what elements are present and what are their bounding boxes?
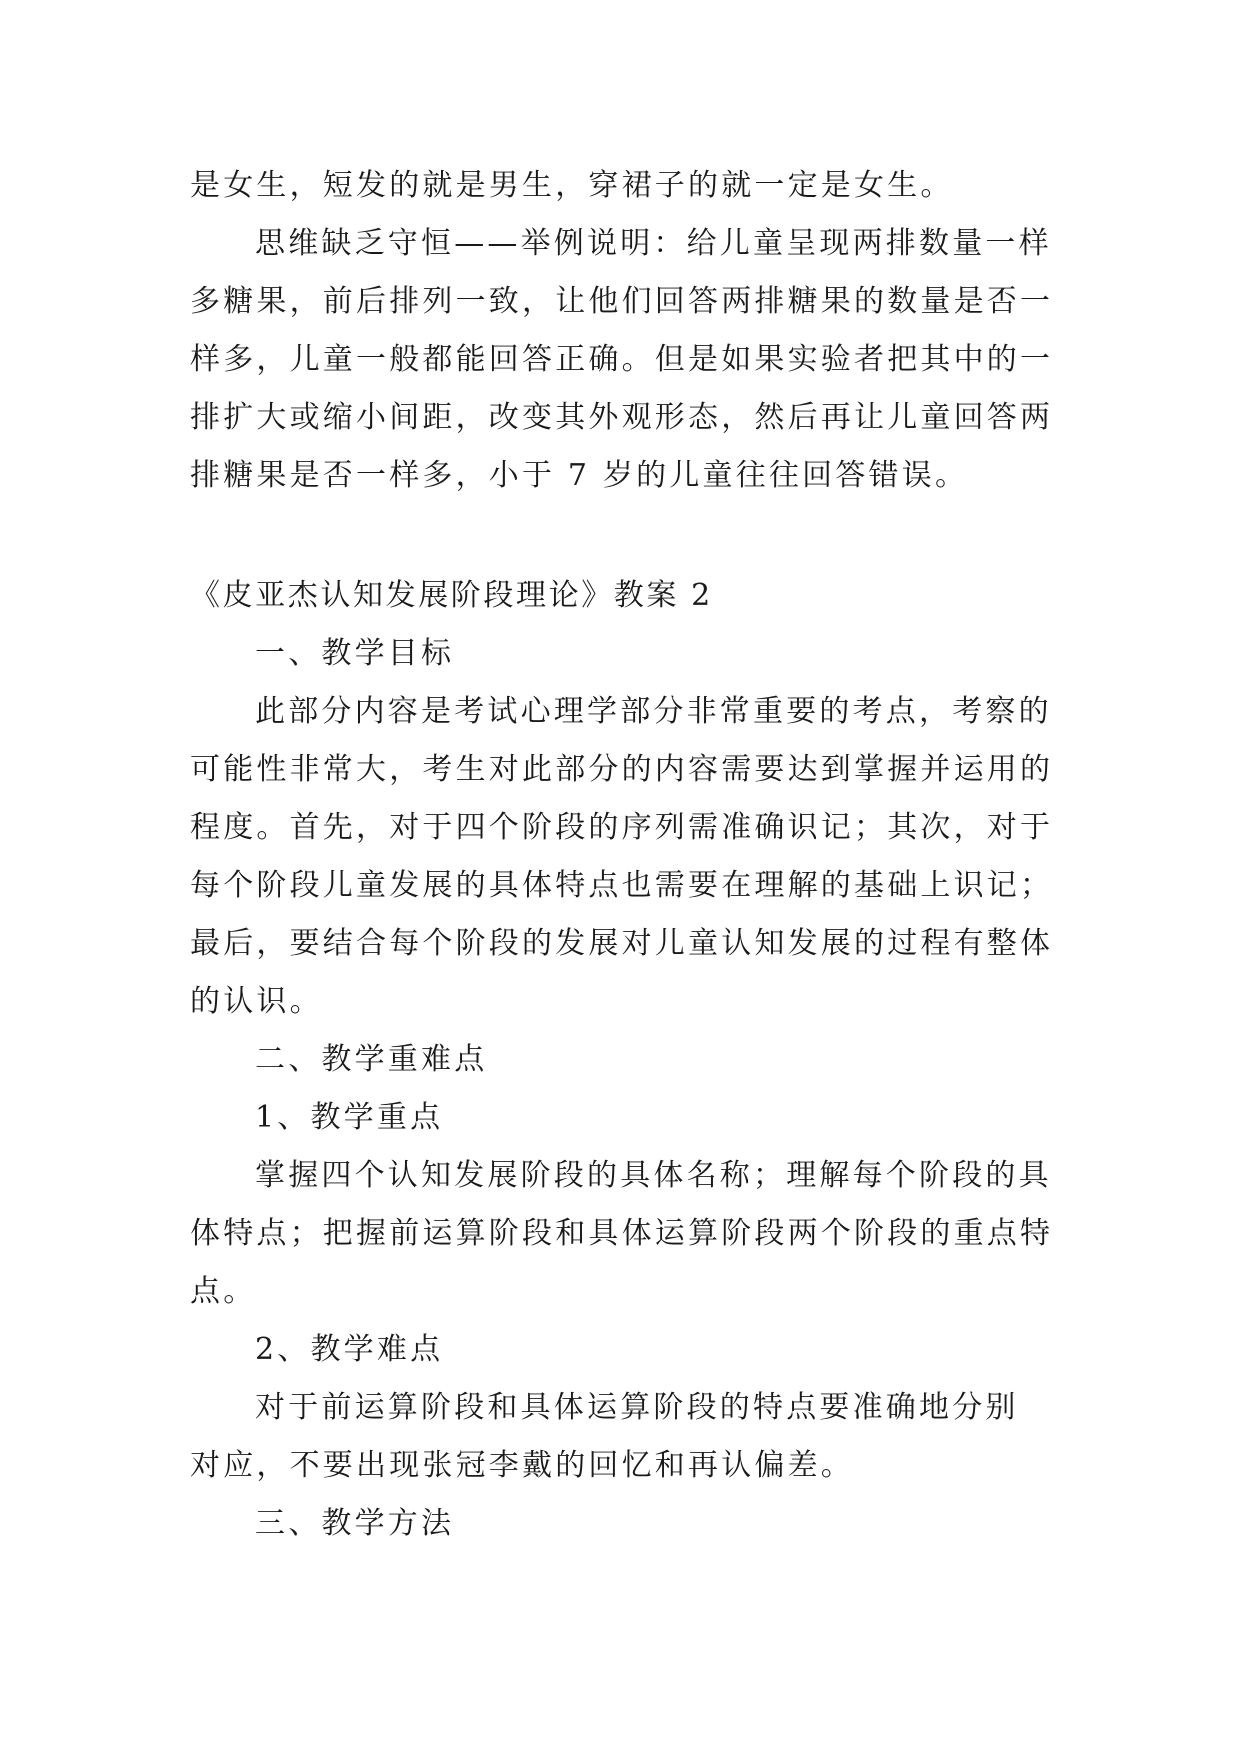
heading-difficult-points: 2、教学难点: [255, 1332, 444, 1367]
paragraph-line: 的认识。: [190, 984, 323, 1019]
paragraph-line: 对应，不要出现张冠李戴的回忆和再认偏差。: [190, 1448, 854, 1483]
paragraph-line: 排糖果是否一样多，小于 7 岁的儿童往往回答错误。: [190, 458, 969, 493]
paragraph-line: 多糖果，前后排列一致，让他们回答两排糖果的数量是否一: [190, 284, 1054, 319]
paragraph-line: 是女生，短发的就是男生，穿裙子的就一定是女生。: [190, 168, 954, 203]
heading-key-points: 1、教学重点: [255, 1100, 444, 1135]
paragraph-line: 最后，要结合每个阶段的发展对儿童认知发展的过程有整体: [190, 926, 1054, 961]
paragraph-line: 可能性非常大，考生对此部分的内容需要达到掌握并运用的: [190, 752, 1054, 787]
paragraph-line: 排扩大或缩小间距，改变其外观形态，然后再让儿童回答两: [190, 400, 1054, 435]
paragraph-line: 程度。首先，对于四个阶段的序列需准确识记；其次，对于: [190, 810, 1054, 845]
paragraph-line: 对于前运算阶段和具体运算阶段的特点要准确地分别: [255, 1390, 1019, 1425]
paragraph-line: 每个阶段儿童发展的具体特点也需要在理解的基础上识记；: [190, 868, 1054, 903]
paragraph-line: 此部分内容是考试心理学部分非常重要的考点，考察的: [255, 694, 1052, 729]
heading-teaching-goals: 一、教学目标: [255, 636, 455, 671]
paragraph-line: 思维缺乏守恒——举例说明：给儿童呈现两排数量一样: [255, 226, 1052, 261]
heading-teaching-methods: 三、教学方法: [255, 1506, 455, 1541]
heading-key-difficult-points: 二、教学重难点: [255, 1042, 488, 1077]
section-title: 《皮亚杰认知发展阶段理论》教案 2: [190, 578, 713, 613]
paragraph-line: 样多，儿童一般都能回答正确。但是如果实验者把其中的一: [190, 342, 1054, 377]
paragraph-line: 点。: [190, 1274, 257, 1309]
paragraph-line: 掌握四个认知发展阶段的具体名称；理解每个阶段的具: [255, 1158, 1052, 1193]
paragraph-line: 体特点；把握前运算阶段和具体运算阶段两个阶段的重点特: [190, 1216, 1054, 1251]
